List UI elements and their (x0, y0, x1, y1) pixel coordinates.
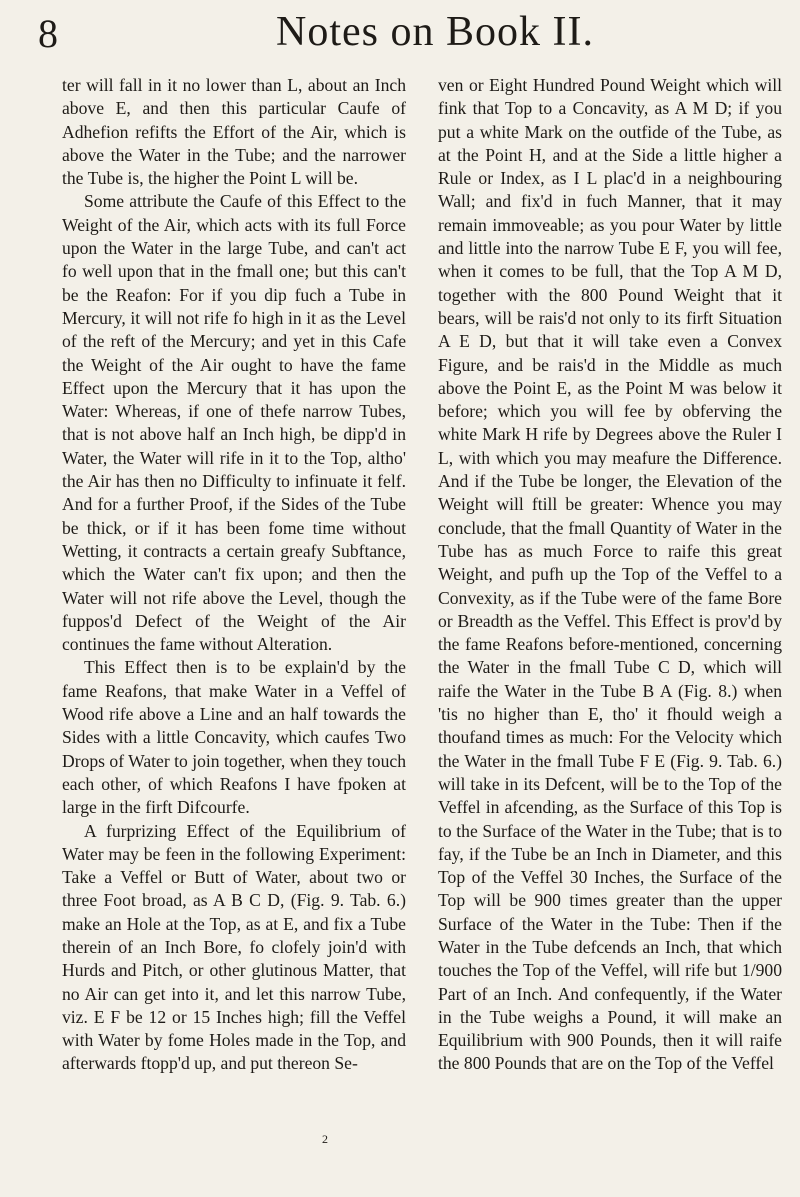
page-number: 8 (38, 11, 58, 56)
text-columns (62, 74, 782, 1169)
paragraph: A furprizing Effect of the Equilibrium of Water may be feen in the following Experiment: Take a Veffel or Butt of Water, about two or three Foot broad, as A B C D, (Fig. 9. Tab. 6.) make an Hole at the Top, as at E, and fix a Tube therein of an Inch Bore, fo clofely join'd with Hurds and Pitch, or other glutinous Matter, that no Air can get into it, and let this narrow Tube, viz. E F be 12 or 15 Inches high; fill the Veffel with Water by fome Holes made in the Top, and afterwards ftopp'd up, and put thereon Se- (62, 820, 406, 1074)
signature-mark: 2 (322, 1132, 328, 1146)
paragraph: ven or Eight Hundred Pound Weight which will fink that Top to a Concavity, as A M D; if you put a white Mark on the outfide of the Tube, as at the Point H, and at the Side a little higher a Rule or Index, as I L plac'd in a neighbouring Wall; and fix'd in fuch Manner, that it may remain immoveable; as you pour Water by little and little into the narrow Tube E F, you will fee, when it comes to be full, that the Top A M D, together with the 800 Pound Weight that it bears, will be rais'd not only to its firft Situation A E D, but that it will take even a Convex Figure, and be rais'd in the Middle as much above the Point E, as the Point M was below it before; which you will fee by obferving the white Mark H rife by Degrees above the Ruler I L, with which you may meafure the Difference. And if the Tube be longer, the Elevation of the Weight will ftill be greater: Whence you may conclude, that the fmall Quantity of Water in the Tube has as much Force to raife this great Weight, and pufh up the Top of the Veffel to a Convexity, as if the Tube were of the fame Bore or Breadth as the Veffel. This Effect is prov'd by the fame Reafons before-mentioned, concerning the Water in the fmall Tube C D, which will raife the Water in the Tube B A (Fig. 8.) when 'tis no higher than E, tho' it fhould weigh a thoufand times as much: For the Velocity which the Water in the fmall Tube F E (Fig. 9. Tab. 6.) will take in its Defcent, will be to the Top of the Veffel in afcending, as the Surface of this Top is to the Surface of the Water in the Tube; that is to fay, if the Tube be an Inch in Diameter, and this Top of the Veffel 30 Inches, the Surface of the Top will be 900 times greater than the upper Surface of the Water in the Tube: Then if the Water in the Tube defcends an Inch, that which touches the Top of the Veffel, will rife but 1/900 Part of an Inch. And confequently, if the Water in the Tube weighs a Pound, it will make an Equilibrium with 900 Pounds, then it will raife the 800 Pounds that are on the Top of the Veffel (438, 75, 782, 1074)
running-head: Notes on Book II. (276, 9, 594, 55)
paragraph: Some attribute the Caufe of this Effect to the Weight of the Air, which acts with its full Force upon the Water in the large Tube, and can't act fo well upon that in the fmall one; but this can't be the Reafon: For if you dip fuch a Tube in Mercury, it will not rife fo high in it as the Level of the reft of the Mercury; and yet in this Cafe the Weight of the Air ought to have the fame Effect upon the Mercury that it has upon the Water: Whereas, if one of thefe narrow Tubes, that is not above half an Inch high, be dipp'd in Water, the Water will rife in it to the Top, altho' the Air has then no Difficulty to infinuate it felf. And for a further Proof, if the Sides of the Tube be thick, or if it has been fome time without Wetting, it contracts a certain greafy Subftance, which the Water can't fix upon; and then the Water will not rife above the Level, though the fuppos'd Defect of the Weight of the Air continues the fame without Alteration. (62, 191, 406, 655)
paragraph: ter will fall in it no lower than L, about an Inch above E, and then this particular Caufe of Adhefion refifts the Effort of the Air, which is above the Water in the Tube; and the narrower the Tube is, the higher the Point L will be. (62, 75, 406, 189)
page-header (30, 8, 780, 64)
paragraph: This Effect then is to be explain'd by the fame Reafons, that make Water in a Veffel of Wood rife above a Line and an half towards the Sides with a little Concavity, which caufes Two Drops of Water to join together, when they touch each other, of which Reafons I have fpoken at large in the firft Difcourfe. (62, 657, 406, 818)
right-column (438, 74, 782, 1169)
left-column (62, 74, 406, 1169)
